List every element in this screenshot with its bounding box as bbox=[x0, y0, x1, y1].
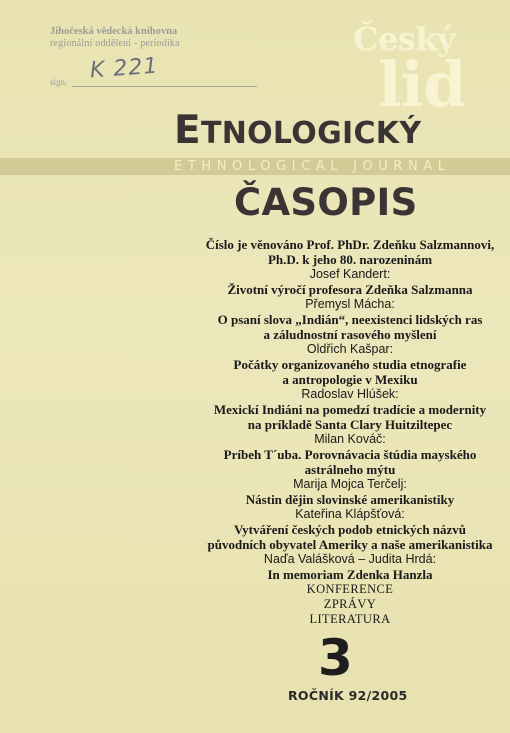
article-title: Príbeh T´uba. Porovnávacia štúdia mayského bbox=[223, 447, 477, 462]
article-title: O psaní slova „Indián“, neexistenci lidských ras bbox=[217, 312, 483, 327]
article-title: Počátky organizovaného studia etnografie bbox=[233, 357, 467, 372]
logo-cesky: Český bbox=[353, 20, 456, 58]
article-title: Nástin dějin slovinské amerikanistiky bbox=[245, 492, 455, 507]
article-title: a antropologie v Mexiku bbox=[282, 372, 418, 387]
article-title: původních obyvatel Ameriky a naše amerikanistika bbox=[207, 537, 493, 552]
article-title: astrálneho mýtu bbox=[304, 462, 396, 477]
issue-number: 3 bbox=[318, 629, 353, 687]
table-of-contents bbox=[205, 237, 495, 627]
article-author: Oldřich Kašpar: bbox=[306, 342, 394, 356]
article-title: In memoriam Zdenka Hanzla bbox=[267, 567, 433, 582]
volume-year: ROČNÍK 92/2005 bbox=[288, 688, 408, 703]
section-konference: KONFERENCE bbox=[306, 582, 394, 596]
article-author: Radoslav Hlúšek: bbox=[301, 387, 399, 401]
dedication-line: Číslo je věnováno Prof. PhDr. Zdeňku Salzmannovi, bbox=[205, 237, 495, 252]
section-literatura: LITERATURA bbox=[309, 612, 391, 626]
subtitle-ethnological-journal: ETHNOLOGICAL JOURNAL bbox=[174, 159, 451, 174]
article-author: Naďa Valášková – Judita Hrdá: bbox=[263, 552, 437, 566]
section-zpravy: ZPRÁVY bbox=[323, 597, 377, 611]
handwritten-shelfmark: K 221 bbox=[89, 53, 160, 84]
article-title: na príkladě Santa Clary Huitziltepec bbox=[247, 417, 453, 432]
article-author: Přemysl Mácha: bbox=[305, 297, 395, 311]
stamp-department: regionální oddělení - periodika bbox=[50, 38, 180, 49]
title-initial: E bbox=[174, 108, 201, 153]
logo-lid: lid bbox=[378, 48, 466, 121]
title-casopis: ČASOPIS bbox=[234, 181, 418, 224]
stamp-sign-line bbox=[72, 86, 257, 87]
article-author: Marija Mojca Terčelj: bbox=[293, 477, 407, 491]
article-title: Životní výročí profesora Zdeňka Salzmanna bbox=[227, 282, 473, 297]
title-rest: TNOLOGICKÝ bbox=[200, 116, 422, 151]
article-author: Milan Kováč: bbox=[314, 432, 386, 446]
dedication-line: Ph.D. k jeho 80. narozeninám bbox=[267, 252, 433, 267]
article-author: Josef Kandert: bbox=[309, 267, 391, 281]
article-title: Vytváření českých podob etnických názvů bbox=[233, 522, 467, 537]
title-etnologicky bbox=[174, 108, 421, 153]
stamp-sign-label: sign. bbox=[50, 77, 68, 87]
article-title: Mexickí Indiáni na pomedzí tradície a modernity bbox=[213, 402, 487, 417]
stamp-library-name: Jihočeská vědecká knihovna bbox=[50, 26, 178, 37]
article-author: Kateřina Klápšťová: bbox=[295, 507, 405, 521]
article-title: a záludnostní rasového myšlení bbox=[263, 327, 437, 342]
